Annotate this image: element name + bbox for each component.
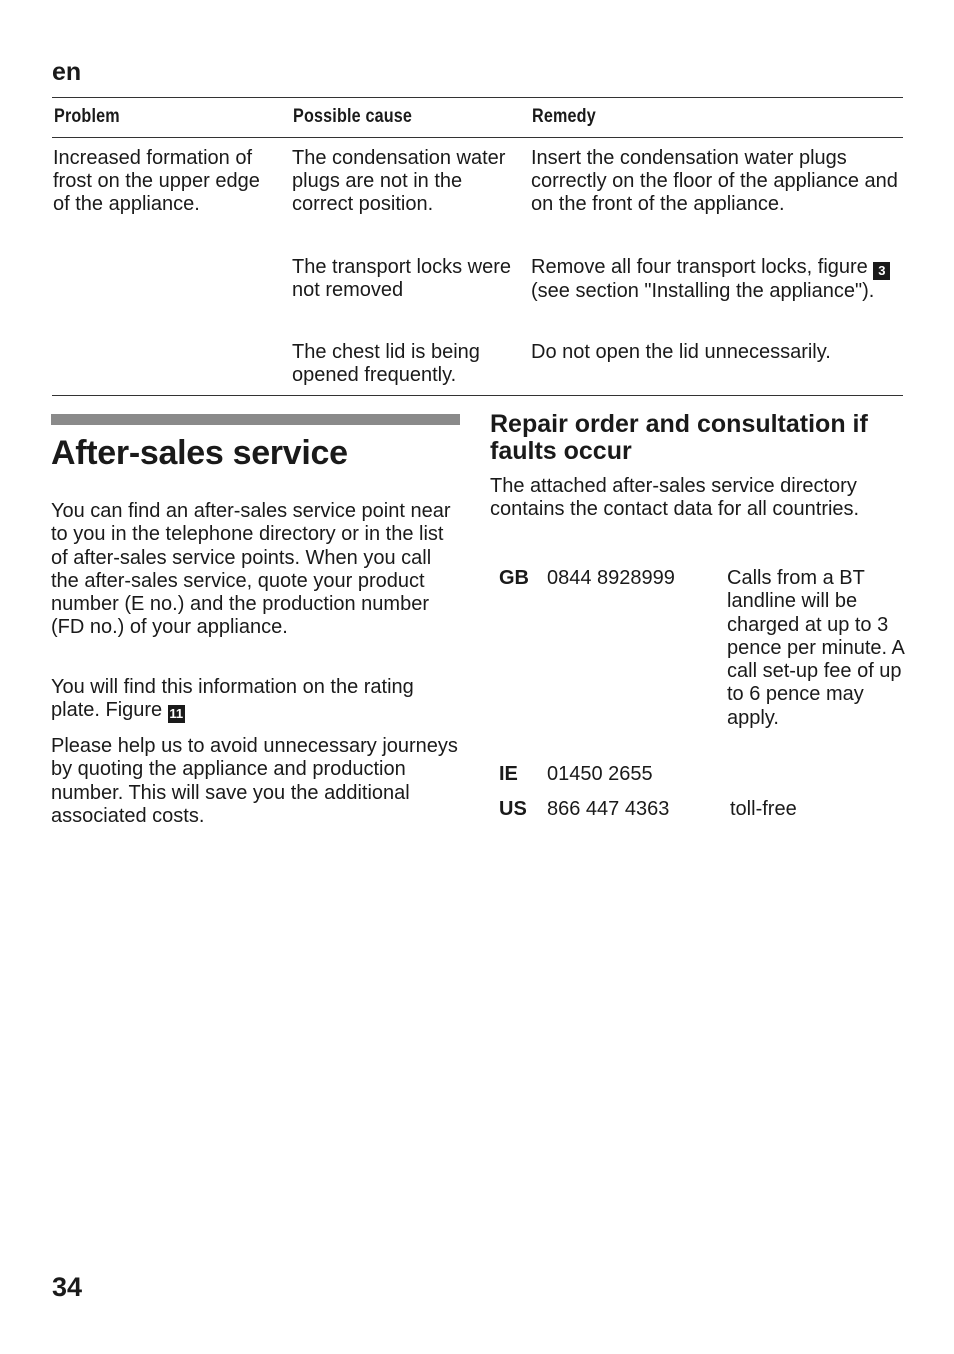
page-number: 34 bbox=[52, 1272, 83, 1302]
figure-reference-badge: 3 bbox=[873, 262, 890, 280]
problem-cell: Increased formation of frost on the upper edge of the appliance. bbox=[53, 147, 260, 215]
column-header-remedy: Remedy bbox=[532, 106, 596, 127]
rating-plate-paragraph bbox=[51, 676, 463, 723]
figure-reference-badge: 11 bbox=[169, 706, 184, 722]
costs-paragraph: Please help us to avoid unnecessary journeys by quoting the appliance and production number. This will save you the additional associated costs. bbox=[51, 735, 458, 827]
remedy-cell: Do not open the lid unnecessarily. bbox=[531, 341, 831, 363]
column-header-cause: Possible cause bbox=[293, 106, 413, 127]
contact-note: toll-free bbox=[730, 798, 797, 820]
column-header-problem: Problem bbox=[54, 106, 120, 127]
table-header-row bbox=[52, 97, 903, 138]
contact-note: Calls from a BT landline will be charged at up to 3 pence per minute. A call set-up fee of up to 6 pence may apply. bbox=[727, 567, 904, 729]
repair-heading: Repair order and consultation if faults occur bbox=[490, 410, 868, 465]
table-body bbox=[52, 138, 903, 396]
phone-number: 866 447 4363 bbox=[547, 798, 670, 820]
country-code: US bbox=[499, 798, 527, 820]
remedy-text: Remove all four transport locks, figure bbox=[531, 256, 868, 278]
phone-number: 0844 8928999 bbox=[547, 567, 675, 589]
country-code: GB bbox=[499, 567, 529, 589]
cause-cell: The transport locks were not removed bbox=[292, 256, 511, 301]
language-label: en bbox=[52, 58, 82, 86]
section-title: After-sales service bbox=[51, 434, 348, 472]
section-divider-bar bbox=[51, 414, 460, 425]
paragraph-text: You will find this information on the rating plate. Figure bbox=[51, 676, 414, 722]
remedy-cell: Insert the condensation water plugs correctly on the floor of the appliance and on the front of the appliance. bbox=[531, 147, 898, 215]
cause-cell: The chest lid is being opened frequently. bbox=[292, 341, 480, 386]
repair-paragraph: The attached after-sales service directory contains the contact data for all countries. bbox=[490, 475, 860, 521]
remedy-cell bbox=[531, 256, 901, 303]
troubleshooting-table bbox=[52, 97, 903, 396]
after-sales-paragraph: You can find an after-sales service point near to you in the telephone directory or in the list of after-sales service points. When you call the after-sales service, quote your product number (E no.) and the production number (FD no.) of your appliance. bbox=[51, 500, 451, 639]
cause-cell: The condensation water plugs are not in the correct position. bbox=[292, 147, 506, 215]
phone-number: 01450 2655 bbox=[547, 763, 653, 785]
country-code: IE bbox=[499, 763, 518, 785]
remedy-text: (see section "Installing the appliance"). bbox=[531, 280, 875, 302]
